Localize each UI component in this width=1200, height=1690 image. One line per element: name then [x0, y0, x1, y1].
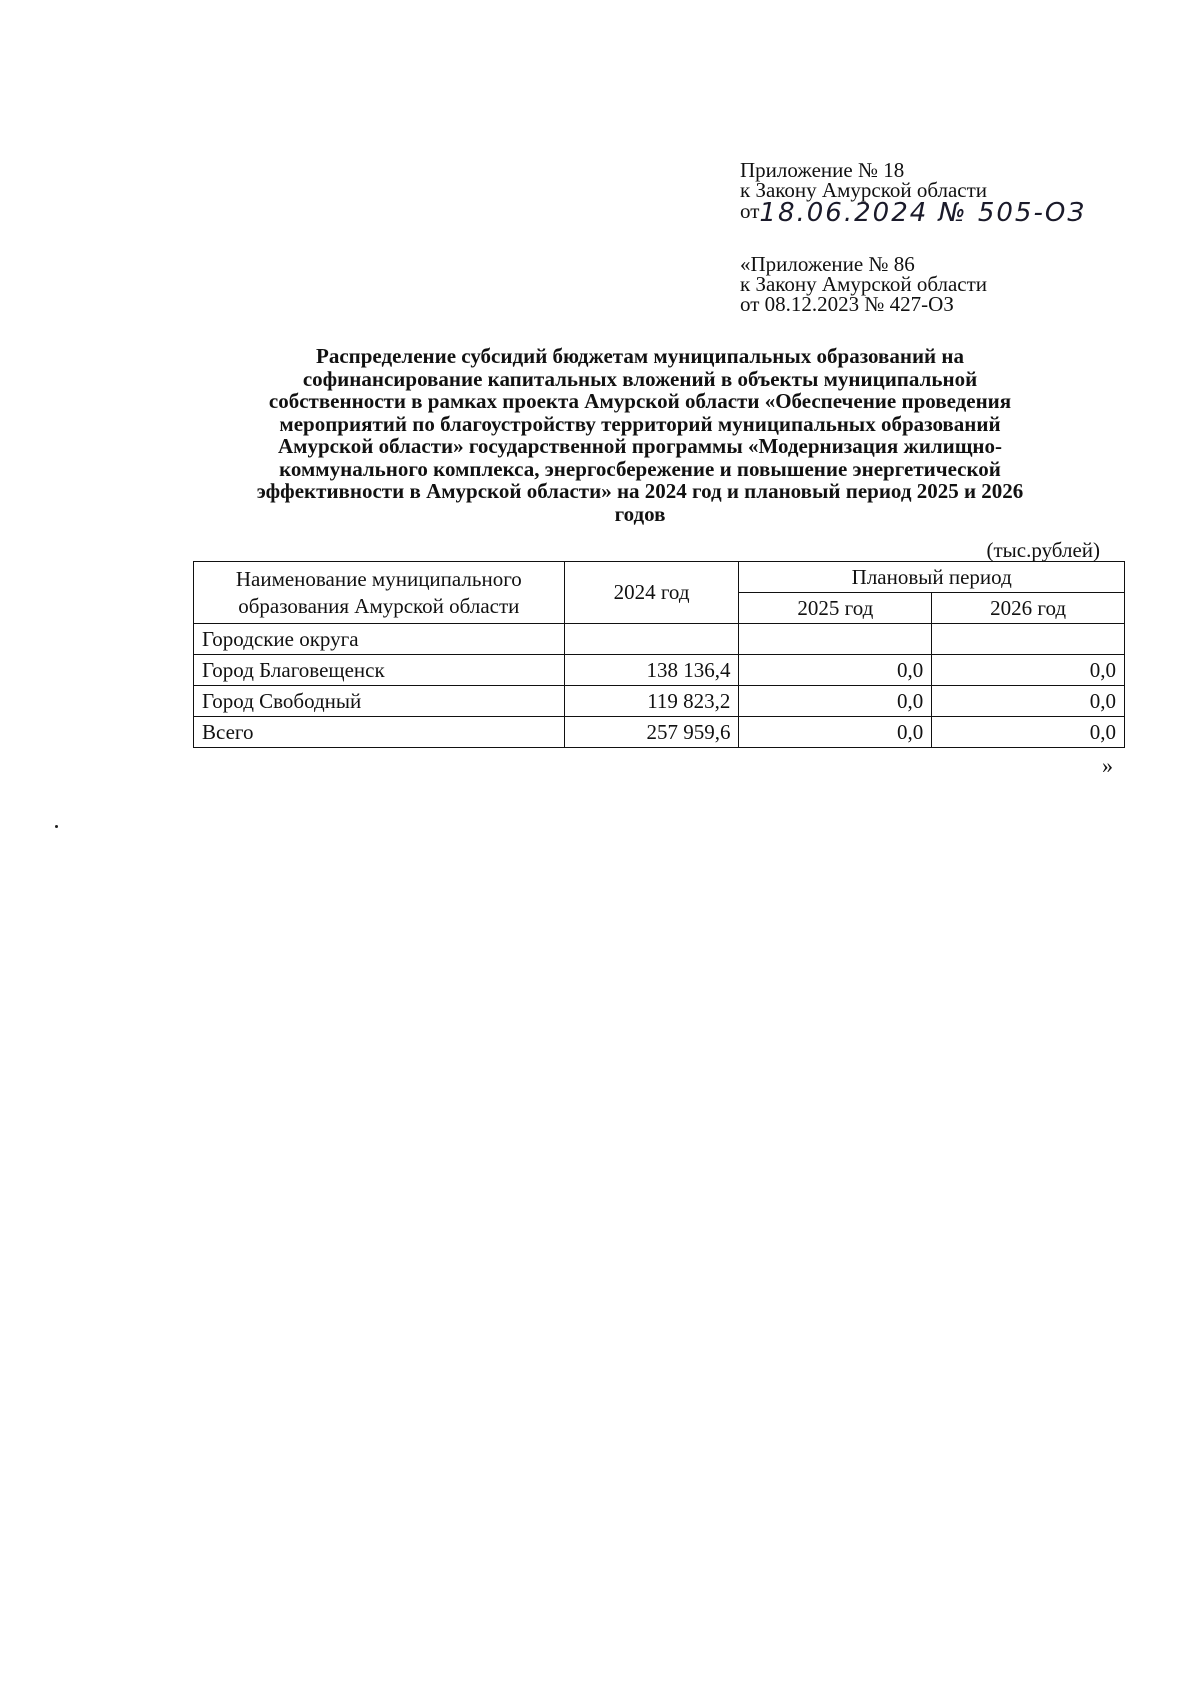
table-row	[194, 655, 1125, 686]
row-2024: 119 823,2	[564, 686, 739, 717]
closing-quote: »	[1102, 753, 1113, 778]
document-title	[200, 345, 1080, 525]
title-line: коммунального комплекса, энергосбережение и повышение энергетической	[279, 456, 1001, 481]
header-2026: 2026 год	[932, 593, 1125, 624]
total-2025: 0,0	[739, 717, 932, 748]
original-appendix-date: от 08.12.2023 № 427-ОЗ	[740, 292, 954, 316]
original-appendix-law-ref: к Закону Амурской области	[740, 272, 988, 296]
appendix-date-line	[740, 198, 1086, 228]
title-line: Распределение субсидий бюджетам муниципальных образований на	[316, 344, 964, 368]
row-2026: 0,0	[932, 686, 1125, 717]
header-2025: 2025 год	[739, 593, 932, 624]
appendix-current-stamp	[740, 158, 1086, 228]
header-2024: 2024 год	[564, 562, 739, 624]
appendix-date-prefix: от	[740, 199, 760, 223]
appendix-original-stamp	[740, 254, 987, 314]
title-line: собственности в рамках проекта Амурской области «Обеспечение проведения	[268, 389, 1012, 413]
row-2025: 0,0	[739, 686, 932, 717]
original-appendix-number: «Приложение № 86	[740, 252, 915, 276]
table-row	[194, 686, 1125, 717]
row-name: Город Свободный	[194, 686, 565, 717]
row-2025: 0,0	[739, 655, 932, 686]
row-2026: 0,0	[932, 655, 1125, 686]
title-line: годов	[614, 501, 666, 526]
title-line: эффективности в Амурской области» на 2024 год и плановый период 2025 и 2026	[256, 479, 1024, 503]
subsidy-table	[193, 561, 1125, 748]
header-municipality-line1: Наименование муниципального	[235, 566, 522, 591]
appendix-law-ref: к Закону Амурской области	[740, 178, 988, 202]
table-row	[194, 624, 1125, 655]
total-2024: 257 959,6	[564, 717, 739, 748]
handwritten-date-number: 18.06.2024 № 505-ОЗ	[759, 198, 1086, 228]
header-municipality	[194, 562, 565, 624]
table-header-row	[194, 562, 1125, 593]
appendix-number: Приложение № 18	[740, 158, 905, 182]
title-line: софинансирование капитальных вложений в объекты муниципальной	[302, 366, 978, 391]
header-municipality-line2: образования Амурской области	[238, 593, 520, 618]
total-name: Всего	[194, 717, 565, 748]
row-2026	[932, 624, 1125, 655]
row-2024: 138 136,4	[564, 655, 739, 686]
row-name: Город Благовещенск	[194, 655, 565, 686]
table-total-row	[194, 717, 1125, 748]
total-2026: 0,0	[932, 717, 1125, 748]
row-2025	[739, 624, 932, 655]
row-name: Городские округа	[194, 624, 565, 655]
scan-speck	[55, 825, 58, 828]
units-label: (тыс.рублей)	[986, 538, 1100, 562]
title-line: Амурской области» государственной программы «Модернизация жилищно-	[277, 434, 1003, 458]
header-planned-period: Плановый период	[739, 562, 1125, 593]
title-line: мероприятий по благоустройству территорий муниципальных образований	[279, 411, 1001, 436]
row-2024	[564, 624, 739, 655]
